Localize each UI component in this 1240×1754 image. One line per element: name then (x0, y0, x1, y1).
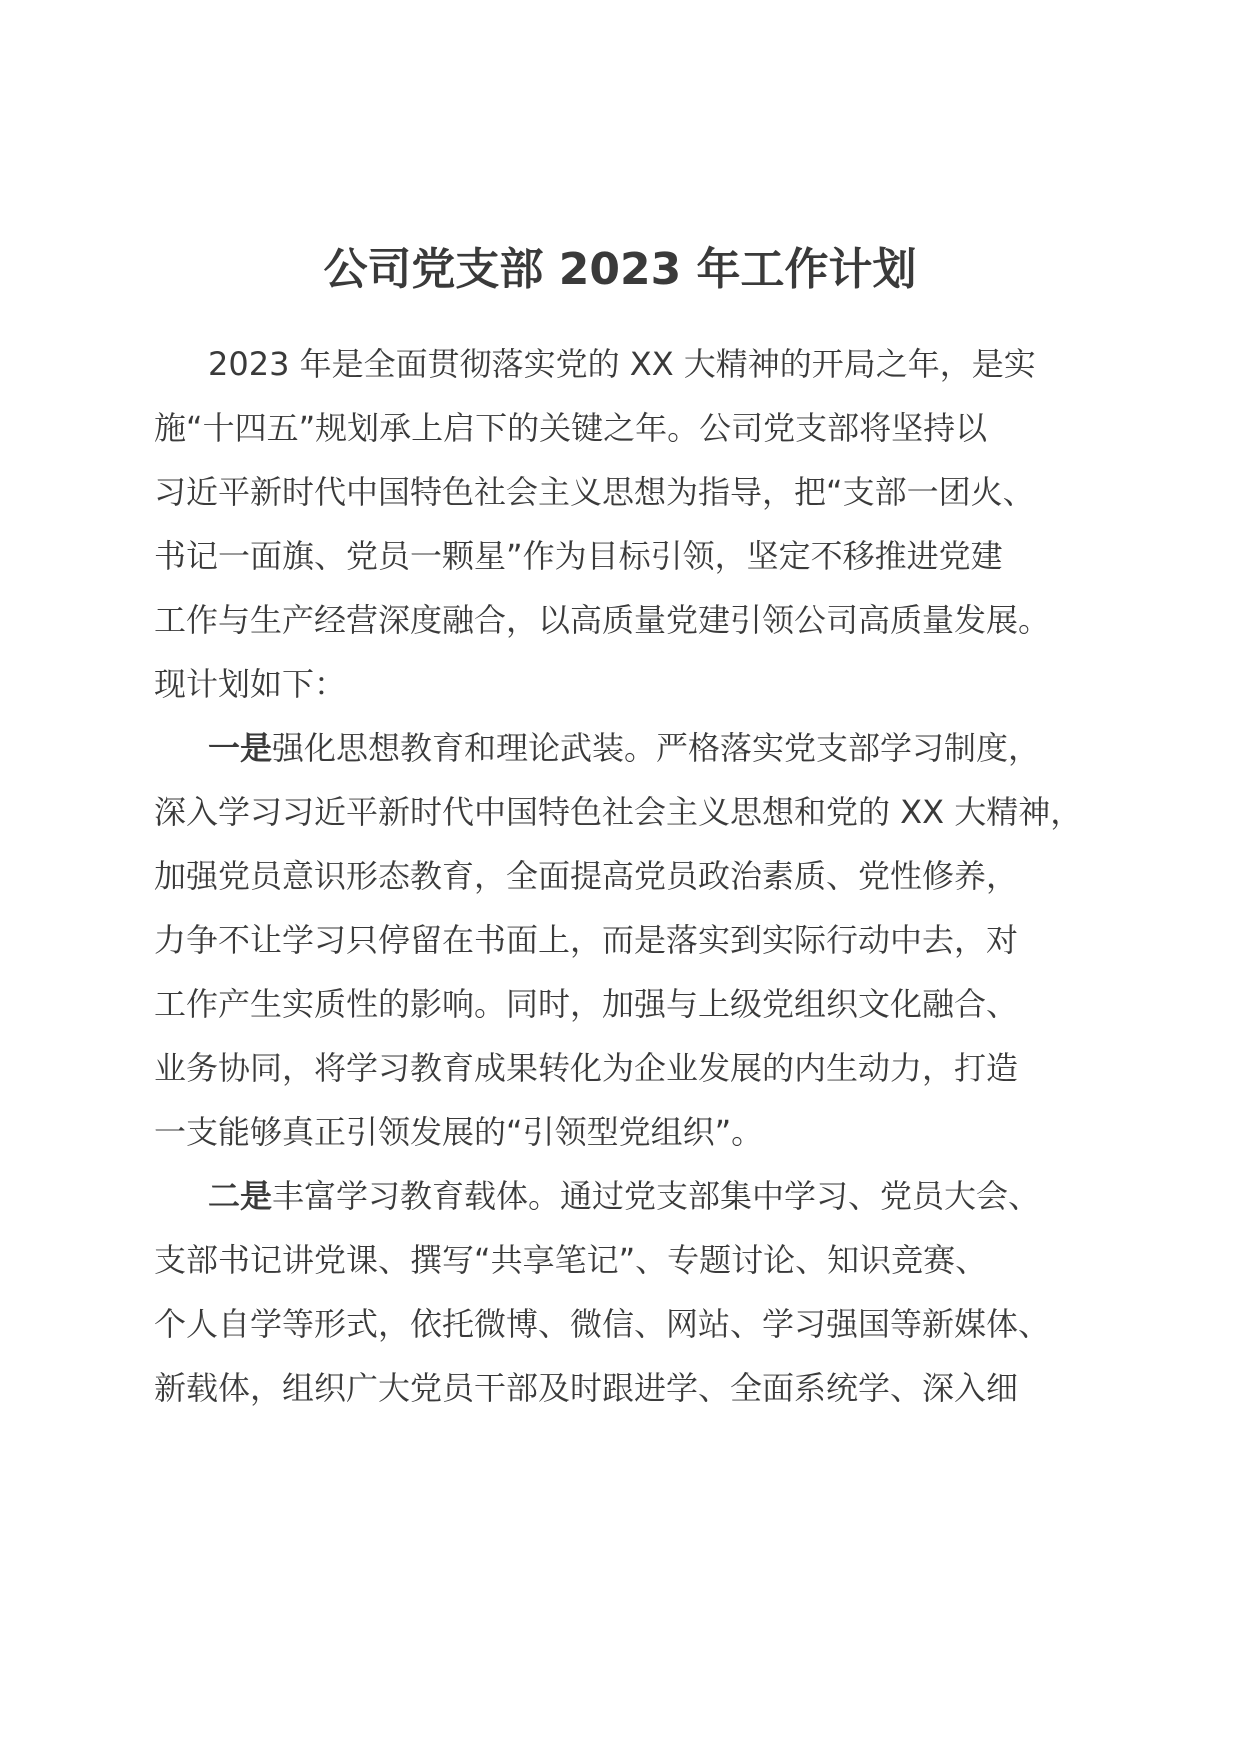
section1-line: 工作产生实质性的影响。同时，加强与上级党组织文化融合、 (154, 985, 1019, 1023)
section1-line: 深入学习习近平新时代中国特色社会主义思想和党的 XX 大精神， (154, 793, 1083, 831)
section1-first-line (208, 726, 1040, 770)
intro-line: 施“十四五”规划承上启下的关键之年。公司党支部将坚持以 (154, 409, 988, 447)
section1-first-rest: 强化思想教育和理论武装。严格落实党支部学习制度， (272, 729, 1041, 767)
intro-line: 习近平新时代中国特色社会主义思想为指导，把“支部一团火、 (154, 473, 1035, 511)
section2-line: 个人自学等形式，依托微博、微信、网站、学习强国等新媒体、 (154, 1305, 1051, 1343)
section1-line: 一支能够真正引领发展的“引领型党组织”。 (154, 1113, 764, 1151)
section1-line: 加强党员意识形态教育，全面提高党员政治素质、党性修养， (154, 857, 1019, 895)
intro-line: 现计划如下： (154, 665, 347, 703)
intro-line: 书记一面旗、党员一颗星”作为目标引领，坚定不移推进党建 (154, 537, 1003, 575)
section1-line: 力争不让学习只停留在书面上，而是落实到实际行动中去，对 (154, 921, 1019, 959)
intro-line: 2023 年是全面贯彻落实党的 XX 大精神的开局之年，是实 (208, 345, 1036, 383)
document-title: 公司党支部 2023 年工作计划 (323, 244, 917, 295)
intro-line: 工作与生产经营深度融合，以高质量党建引领公司高质量发展。 (154, 601, 1051, 639)
section2-first-line (208, 1174, 1040, 1218)
section2-line: 新载体，组织广大党员干部及时跟进学、全面系统学、深入细 (154, 1369, 1019, 1407)
section1-lead: 一是 (208, 729, 273, 767)
section2-line: 支部书记讲党课、撰写“共享笔记”、专题讨论、知识竞赛、 (154, 1241, 988, 1279)
section2-lead: 二是 (208, 1177, 273, 1215)
section2-first-rest: 丰富学习教育载体。通过党支部集中学习、党员大会、 (272, 1177, 1041, 1215)
section1-line: 业务协同，将学习教育成果转化为企业发展的内生动力，打造 (154, 1049, 1019, 1087)
